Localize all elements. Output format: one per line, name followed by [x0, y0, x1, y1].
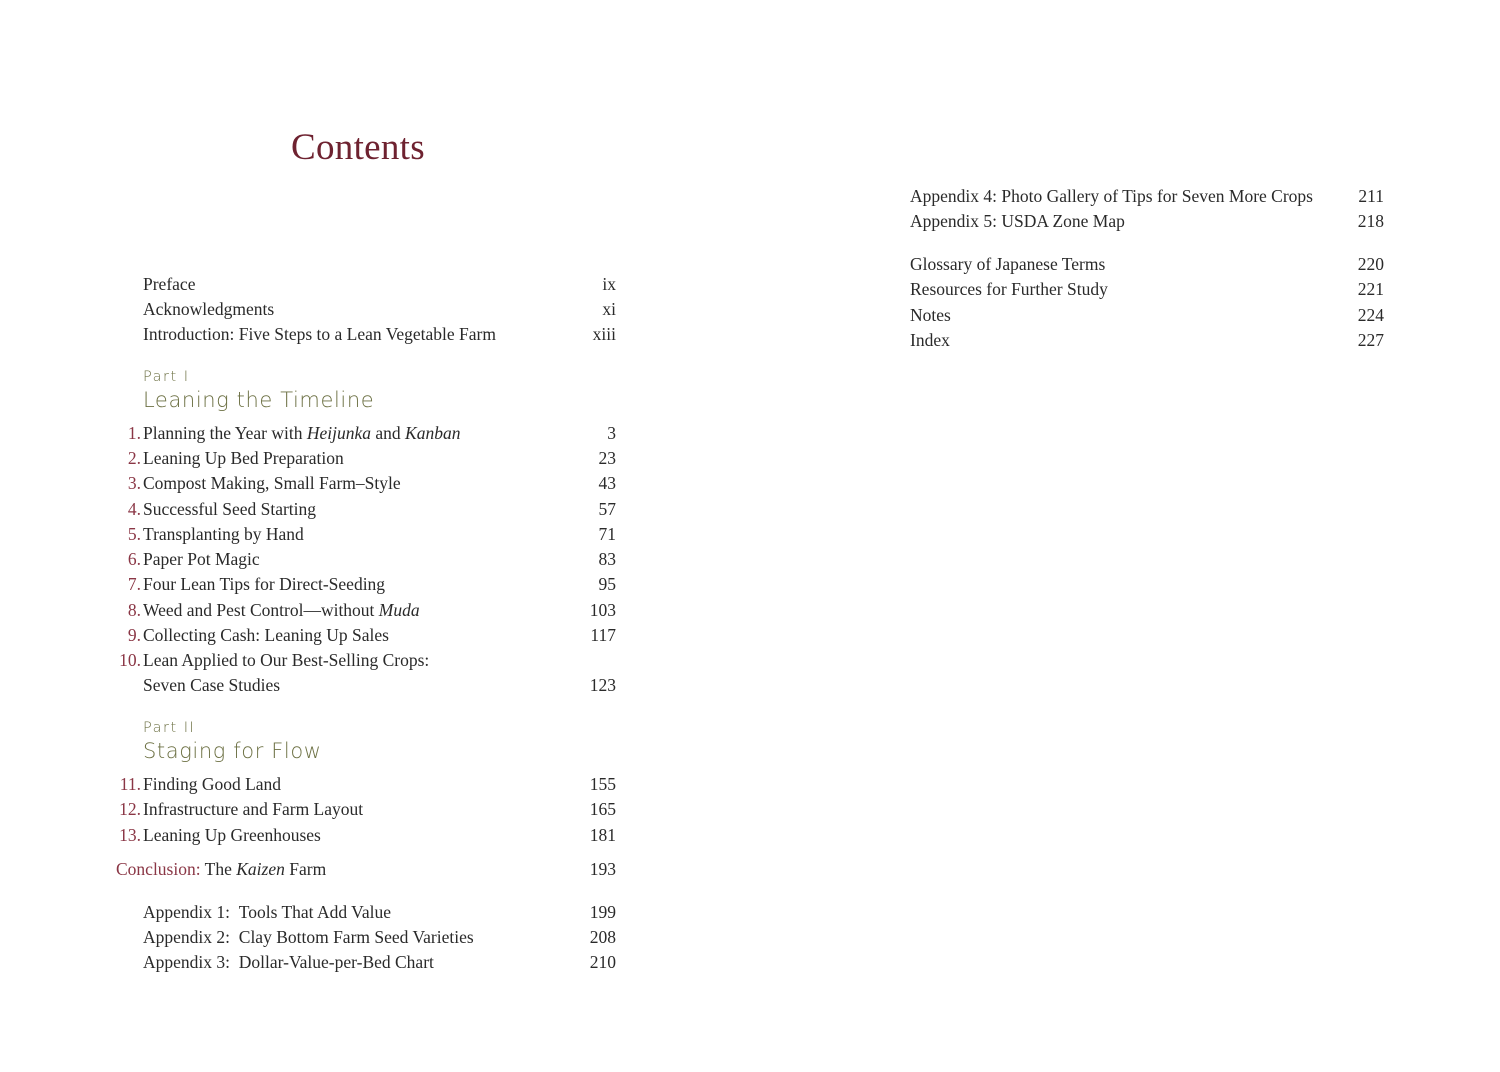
entry-page: xiii: [592, 324, 616, 344]
toc-entry-chapter-13[interactable]: [119, 823, 616, 847]
entry-label: Resources for Further Study: [910, 279, 1108, 299]
entry-label: Finding Good Land: [143, 774, 282, 794]
entry-label: Weed and Pest Control—without Muda: [143, 600, 420, 620]
toc-entry-resources[interactable]: [910, 277, 1384, 301]
toc-entry-chapter-4[interactable]: [127, 497, 616, 521]
entry-page: 95: [598, 574, 616, 594]
toc-entry-chapter-3[interactable]: [127, 471, 616, 495]
entry-label: Four Lean Tips for Direct-Seeding: [143, 574, 386, 594]
part-1-title: Leaning the Timeline: [143, 388, 375, 412]
entry-label: Leaning Up Greenhouses: [143, 825, 321, 845]
entry-label: Glossary of Japanese Terms: [910, 254, 1106, 274]
entry-page: 71: [598, 524, 616, 544]
chapter-number: 10.: [119, 650, 141, 670]
chapter-number: 5.: [127, 524, 141, 544]
entry-page: 221: [1357, 279, 1384, 299]
entry-page: 3: [607, 423, 616, 443]
chapter-number: 4.: [127, 499, 141, 519]
toc-entry-notes[interactable]: [910, 303, 1384, 327]
entry-label: Leaning Up Bed Preparation: [143, 448, 344, 468]
part-2-kicker: Part II: [143, 720, 196, 736]
toc-entry-chapter-1[interactable]: [127, 421, 616, 445]
entry-page: 208: [589, 927, 616, 947]
toc-entry-chapter-9[interactable]: [127, 623, 616, 647]
entry-label: Transplanting by Hand: [143, 524, 304, 544]
entry-label: Successful Seed Starting: [143, 499, 317, 519]
entry-label: Appendix 1: Tools That Add Value: [143, 902, 391, 922]
toc-entry-chapter-10[interactable]: [119, 648, 616, 672]
entry-page: 123: [589, 675, 616, 695]
entry-page: 224: [1357, 305, 1384, 325]
entry-label: Collecting Cash: Leaning Up Sales: [143, 625, 389, 645]
chapter-number: 2.: [127, 448, 141, 468]
entry-label: Infrastructure and Farm Layout: [143, 799, 364, 819]
entry-page: 220: [1357, 254, 1384, 274]
entry-page: 210: [589, 952, 616, 972]
toc-entry-appendix-1[interactable]: [143, 900, 616, 924]
entry-label: Appendix 3: Dollar-Value-per-Bed Chart: [143, 952, 434, 972]
chapter-number: 6.: [127, 549, 141, 569]
toc-entry-chapter-10-line2[interactable]: [143, 673, 616, 697]
entry-page: 23: [598, 448, 616, 468]
entry-page: 155: [589, 774, 616, 794]
toc-entry-chapter-6[interactable]: [127, 547, 616, 571]
entry-page: 218: [1357, 211, 1384, 231]
entry-label: Index: [910, 330, 950, 350]
entry-label: Acknowledgments: [143, 299, 275, 319]
entry-label: Compost Making, Small Farm–Style: [143, 473, 401, 493]
toc-entry-acknowledgments[interactable]: [143, 297, 616, 321]
entry-page: ix: [602, 274, 616, 294]
entry-page: 43: [598, 473, 616, 493]
chapter-number: 3.: [127, 473, 141, 493]
chapter-number: 7.: [127, 574, 141, 594]
toc-entry-index[interactable]: [910, 328, 1384, 352]
entry-label: Introduction: Five Steps to a Lean Vegetable Farm: [143, 324, 496, 344]
entry-label: Notes: [910, 305, 951, 325]
right-page: [750, 0, 1500, 1072]
entry-label-continued: Seven Case Studies: [143, 675, 281, 695]
toc-entry-chapter-12[interactable]: [119, 797, 616, 821]
toc-entry-chapter-11[interactable]: [119, 772, 616, 796]
entry-label: Paper Pot Magic: [143, 549, 260, 569]
toc-entry-chapter-2[interactable]: [127, 446, 616, 470]
entry-page: xi: [602, 299, 616, 319]
entry-label: Conclusion: The Kaizen Farm: [116, 859, 327, 879]
entry-page: 103: [589, 600, 616, 620]
entry-page: 211: [1358, 186, 1384, 206]
toc-entry-conclusion[interactable]: [116, 857, 616, 881]
chapter-number: 13.: [119, 825, 141, 845]
entry-page: 117: [590, 625, 616, 645]
entry-page: 57: [598, 499, 616, 519]
entry-page: 227: [1357, 330, 1384, 350]
part-1-kicker: Part I: [143, 369, 190, 385]
entry-page: 165: [589, 799, 616, 819]
chapter-number: 1.: [127, 423, 141, 443]
toc-entry-glossary[interactable]: [910, 252, 1384, 276]
entry-page: 83: [598, 549, 616, 569]
entry-label: Appendix 5: USDA Zone Map: [910, 211, 1125, 231]
entry-label: Lean Applied to Our Best-Selling Crops:: [143, 650, 430, 670]
toc-entry-appendix-5[interactable]: [910, 209, 1384, 233]
toc-entry-chapter-5[interactable]: [127, 522, 616, 546]
toc-entry-chapter-8[interactable]: [127, 598, 616, 622]
toc-entry-appendix-4[interactable]: [910, 184, 1384, 208]
entry-label: Appendix 4: Photo Gallery of Tips for Seven More Crops: [910, 186, 1313, 206]
chapter-number: 12.: [119, 799, 141, 819]
entry-label: Appendix 2: Clay Bottom Farm Seed Varieties: [143, 927, 474, 947]
entry-page: 193: [589, 859, 616, 879]
page-title: Contents: [291, 127, 425, 168]
chapter-number: 11.: [119, 774, 141, 794]
toc-entry-appendix-3[interactable]: [143, 950, 616, 974]
part-2-title: Staging for Flow: [143, 739, 322, 763]
entry-label: Preface: [143, 274, 196, 294]
toc-entry-preface[interactable]: [143, 272, 616, 296]
toc-entry-chapter-7[interactable]: [127, 572, 616, 596]
chapter-number: 9.: [127, 625, 141, 645]
entry-page: 199: [589, 902, 616, 922]
toc-entry-introduction[interactable]: [143, 322, 616, 346]
toc-entry-appendix-2[interactable]: [143, 925, 616, 949]
entry-label: Planning the Year with Heijunka and Kanban: [143, 423, 461, 443]
chapter-number: 8.: [127, 600, 141, 620]
entry-page: 181: [589, 825, 616, 845]
